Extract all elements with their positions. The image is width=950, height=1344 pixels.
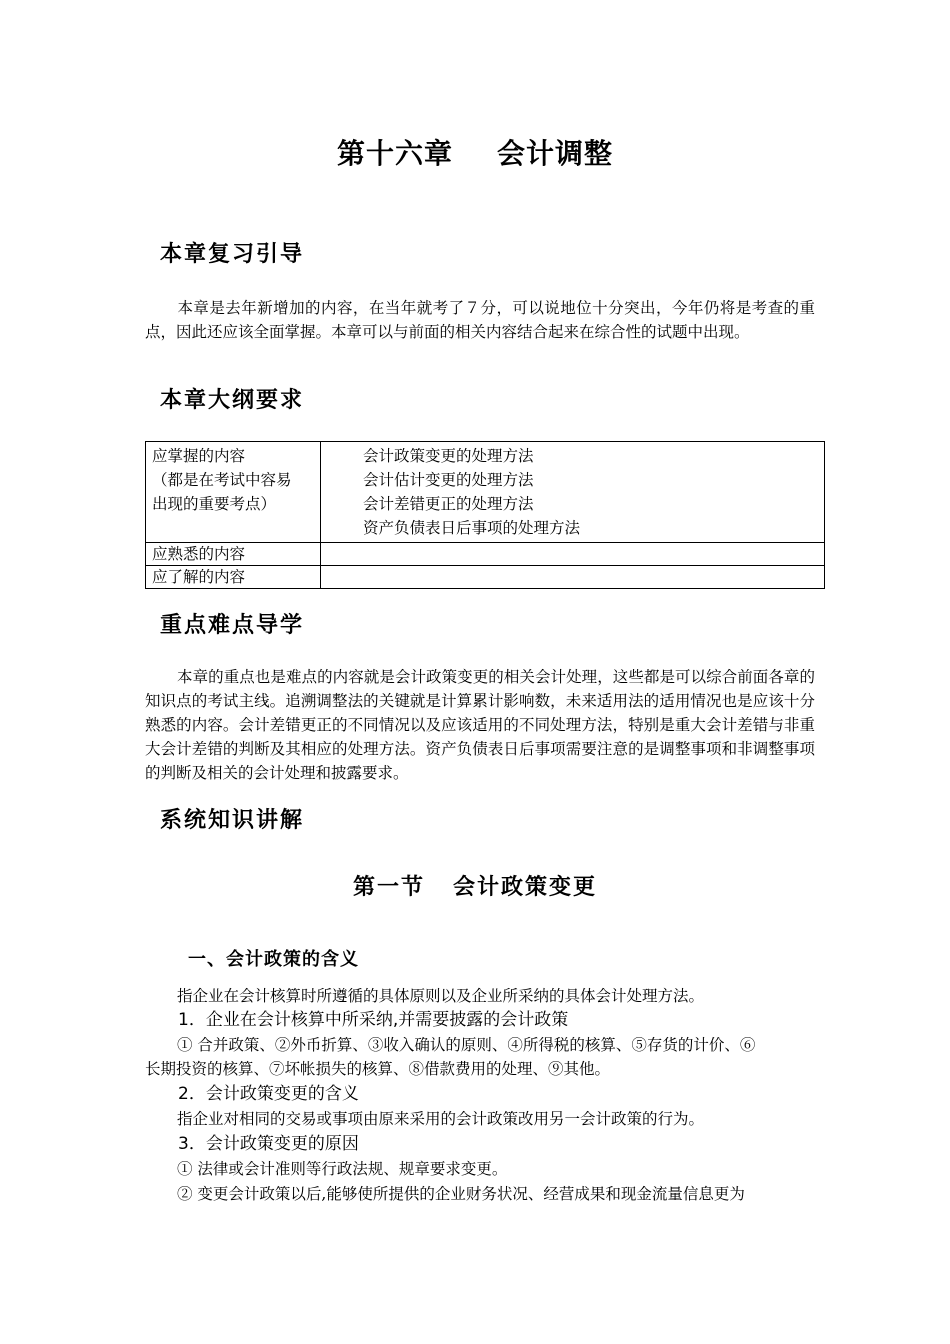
definition-text: 指企业在会计核算时所遵循的具体原则以及企业所采纳的具体会计处理方法。 (177, 987, 705, 1005)
item3-line1: ① 法律或会计准则等行政法规、规章要求变更。 (177, 1160, 508, 1178)
table-cell-label: 应熟悉的内容 (146, 543, 321, 566)
table-cell-value (321, 543, 825, 566)
item1-line2: 长期投资的核算、⑦坏帐损失的核算、⑧借款费用的处理、⑨其他。 (145, 1060, 611, 1078)
list-item: 会计估计变更的处理方法 (363, 471, 534, 489)
review-guide-heading: 本章复习引导 (160, 241, 305, 267)
section-number: 第一节 (352, 874, 425, 900)
chapter-title (0, 132, 950, 172)
list-item: 会计政策变更的处理方法 (363, 447, 534, 465)
item2-text: 指企业对相同的交易或事项由原来采用的会计政策改用另一会计政策的行为。 (177, 1110, 705, 1128)
item1-line1: ① 合并政策、②外币折算、③收入确认的原则、④所得税的核算、⑤存货的计价、⑥ (177, 1036, 756, 1054)
subsection-heading: 一、会计政策的含义 (188, 949, 359, 970)
section-title (0, 870, 950, 901)
knowledge-heading: 系统知识讲解 (160, 807, 305, 833)
list-item: 资产负债表日后事项的处理方法 (363, 519, 581, 537)
chapter-name: 会计调整 (497, 137, 614, 170)
section-name: 会计政策变更 (453, 874, 598, 900)
list-item: 会计差错更正的处理方法 (363, 495, 534, 513)
table-row (146, 566, 825, 589)
item2-heading: 2．会计政策变更的含义 (178, 1084, 359, 1104)
item1-heading: 1．企业在会计核算中所采纳,并需要披露的会计政策 (178, 1010, 569, 1030)
key-points-heading: 重点难点导学 (160, 612, 305, 638)
review-guide-text: 本章是去年新增加的内容，在当年就考了７分，可以说地位十分突出，今年仍将是考查的重点，因此还应该全面掌握。本章可以与前面的相关内容结合起来在综合性的试题中出现。 (145, 299, 815, 341)
table-cell-items (321, 442, 825, 543)
table-row (146, 442, 825, 543)
chapter-number: 第十六章 (336, 137, 453, 170)
table-row (146, 543, 825, 566)
outline-table (145, 441, 825, 589)
table-cell-label: 应了解的内容 (146, 566, 321, 589)
table-cell-value (321, 566, 825, 589)
key-points-text: 本章的重点也是难点的内容就是会计政策变更的相关会计处理，这些都是可以综合前面各章的知识点的考试主线。追溯调整法的关键就是计算累计影响数，未来适用法的适用情况也是应该十分熟悉的内容。会计差错更正的不同情况以及应该适用的不同处理方法，特别是重大会计差错与非重大会计差错的判断及其相应的处理方法。资产负债表日后事项需要注意的是调整事项和非调整事项的判断及相关的会计处理和披露要求。 (145, 668, 815, 782)
item3-line2: ② 变更会计政策以后,能够使所提供的企业财务状况、经营成果和现金流量信息更为 (177, 1185, 745, 1203)
item3-heading: 3．会计政策变更的原因 (178, 1134, 359, 1154)
outline-heading: 本章大纲要求 (160, 387, 305, 413)
table-cell-label: 应掌握的内容 （都是在考试中容易 出现的重要考点） (146, 442, 321, 543)
